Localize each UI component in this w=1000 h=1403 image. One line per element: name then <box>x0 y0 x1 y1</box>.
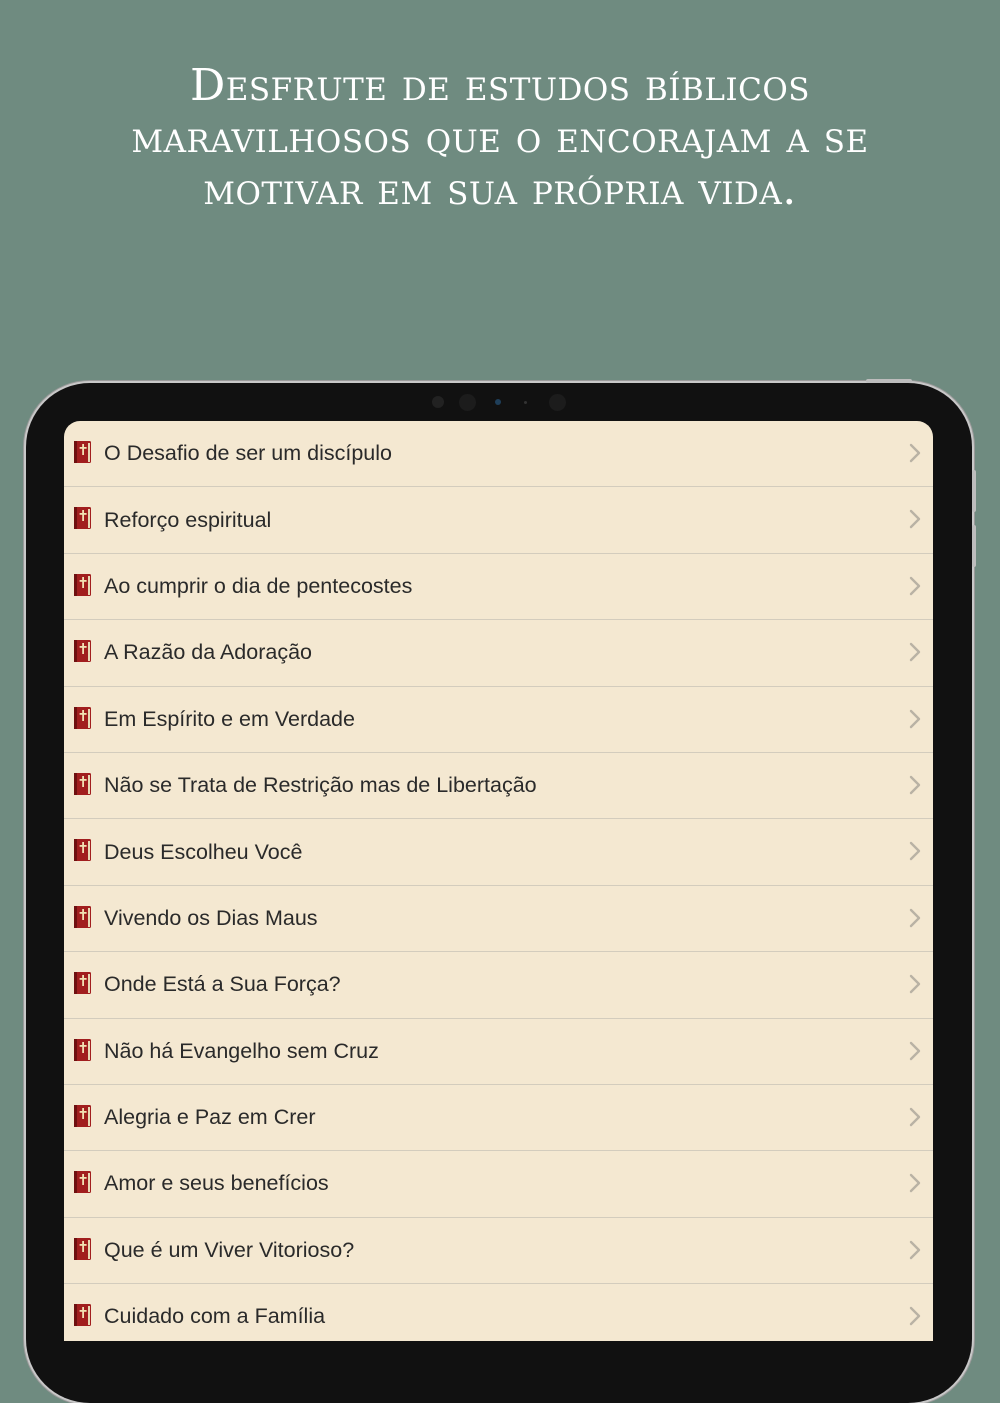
chevron-right-icon <box>909 1306 921 1326</box>
list-item-label: Alegria e Paz em Crer <box>104 1105 316 1130</box>
camera-lens-icon <box>459 394 476 411</box>
bible-icon <box>73 1104 92 1128</box>
bible-icon <box>73 971 92 995</box>
list-item[interactable] <box>64 952 933 1018</box>
bible-icon <box>73 706 92 730</box>
bible-icon <box>73 506 92 530</box>
list-item-label: A Razão da Adoração <box>104 640 312 665</box>
list-item[interactable] <box>64 1284 933 1341</box>
chevron-right-icon <box>909 709 921 729</box>
list-item[interactable] <box>64 886 933 952</box>
chevron-right-icon <box>909 443 921 463</box>
chevron-right-icon <box>909 775 921 795</box>
volume-down-button <box>972 525 976 567</box>
list-item[interactable] <box>64 1151 933 1217</box>
list-item[interactable] <box>64 687 933 753</box>
bible-icon <box>73 1303 92 1327</box>
list-item-label: Amor e seus benefícios <box>104 1171 329 1196</box>
camera-lens-icon <box>549 394 566 411</box>
list-item-label: Cuidado com a Família <box>104 1304 326 1329</box>
chevron-right-icon <box>909 908 921 928</box>
list-item-label: Deus Escolheu Você <box>104 839 303 864</box>
bible-icon <box>73 905 92 929</box>
list-item-label: Vivendo os Dias Maus <box>104 905 318 930</box>
bible-icon <box>73 1237 92 1261</box>
chevron-right-icon <box>909 642 921 662</box>
camera-sensor-icon <box>495 399 501 405</box>
list-item[interactable] <box>64 421 933 487</box>
bible-icon <box>73 838 92 862</box>
list-item-label: Onde Está a Sua Força? <box>104 972 341 997</box>
headline: Desfrute de estudos bíblicos maravilhosos que o encorajam a se motivar em sua própria vida. <box>131 60 869 215</box>
chevron-right-icon <box>909 1173 921 1193</box>
list-item-label: Em Espírito e em Verdade <box>104 706 355 731</box>
top-button <box>866 379 912 383</box>
chevron-right-icon <box>909 1240 921 1260</box>
chevron-right-icon <box>909 841 921 861</box>
bible-icon <box>73 772 92 796</box>
bible-icon <box>73 639 92 663</box>
bible-icon <box>73 440 92 464</box>
list-item-label: Não se Trata de Restrição mas de Libertação <box>104 773 537 798</box>
list-item-label: Que é um Viver Vitorioso? <box>104 1237 355 1262</box>
bible-icon <box>73 573 92 597</box>
list-item[interactable] <box>64 620 933 686</box>
list-item-label: Reforço espiritual <box>104 507 272 532</box>
chevron-right-icon <box>909 509 921 529</box>
list-item[interactable] <box>64 1085 933 1151</box>
list-item-label: Ao cumprir o dia de pentecostes <box>104 573 413 598</box>
list-item[interactable] <box>64 819 933 885</box>
list-item[interactable] <box>64 487 933 553</box>
volume-up-button <box>972 470 976 512</box>
list-item[interactable] <box>64 1218 933 1284</box>
chevron-right-icon <box>909 576 921 596</box>
list-item[interactable] <box>64 753 933 819</box>
chevron-right-icon <box>909 1107 921 1127</box>
list-item-label: Não há Evangelho sem Cruz <box>104 1038 379 1063</box>
camera-dot-icon <box>432 396 444 408</box>
chevron-right-icon <box>909 1041 921 1061</box>
camera-dot-icon <box>524 401 527 404</box>
chevron-right-icon <box>909 974 921 994</box>
study-list <box>64 421 933 1341</box>
list-item[interactable] <box>64 554 933 620</box>
bible-icon <box>73 1038 92 1062</box>
list-item[interactable] <box>64 1019 933 1085</box>
list-item-label: O Desafio de ser um discípulo <box>104 441 392 466</box>
bible-icon <box>73 1170 92 1194</box>
